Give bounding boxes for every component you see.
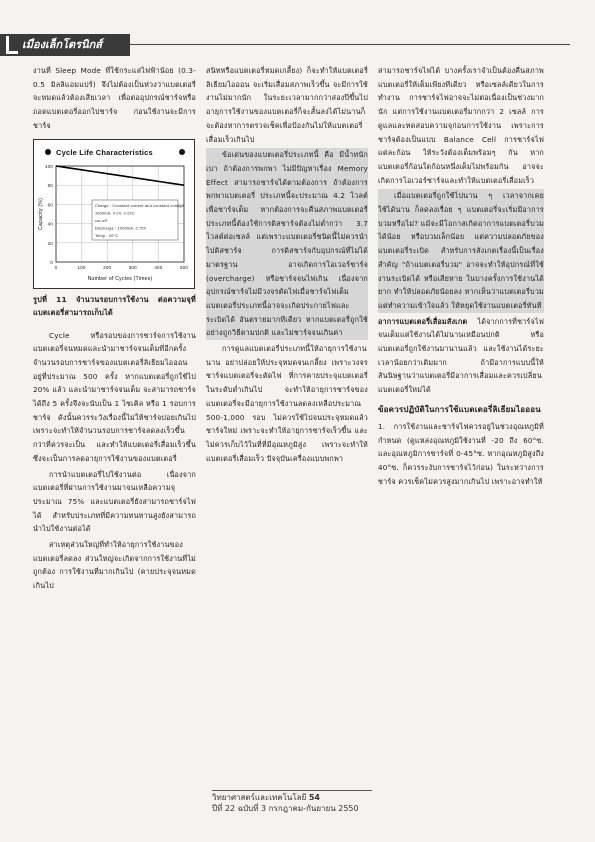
section-title: เมืองเล็กโตรนิกส์ bbox=[22, 38, 103, 51]
y-axis-label: Capacity (%) bbox=[38, 197, 44, 230]
col1-paragraph-3: การนำแบตเตอรี่ไปใช้งานต่อ เนื่องจากแบตเตอรี่ที่ผ่านการใช้งานมาจนเหลือความจุประมาณ 75% และแบตเตอรี่ยังสามารถชาร์จไฟได้ สำหรับประเภทที่มีความทนทานสูงยังสามารถนำไปใช้งานต่อได้ bbox=[33, 469, 196, 534]
page-number: 54 bbox=[308, 793, 320, 802]
col1-paragraph-1: งานที่ Sleep Mode ที่ใช้กระแสไฟฟ้าน้อย (0.3-0.5 มิลลิแอมแปร์) จึงไม่ต้องเป็นห่วงว่าแบตเตอรี่จะหมดแล้วต้องเสียเวลา เพื่อต่ออุปกรณ์ชาร์จหรือถอดแบตเตอรี่ออกไปชาร์จ ก่อนใช้งานจะมีการชาร์จ bbox=[33, 66, 196, 130]
header-rule bbox=[130, 44, 570, 45]
x-tick-label: 300 bbox=[128, 264, 137, 270]
section-header-band bbox=[0, 34, 130, 56]
col2-paragraph-1: สนิทหรือแบตเตอรี่หมดเกลี้ยง) ก็จะทำให้แบตเตอรี่ลิเธียมไอออน จะเริ่มเสื่อมสภาพเร็วขึ้น จะมีการใช้งานไม่มากนัก ในระยะเวลามากกว่าสองปีขึ้นไป อายุการใช้งานของแบตเตอรี่ก็จะสั้นลงได้ไม่นานก็จะต้องหาการตรวจเช็คเพื่อป้องกันไม่ให้แบตเตอรี่เสื่อมเร็วเกินไป bbox=[206, 66, 368, 144]
y-tick-label: 40 bbox=[47, 221, 53, 227]
col3-paragraph-3: ได้จากการที่ชาร์จไฟจนเต็มแต่ใช้งานได้ไม่นานเหมือนปกติ หรือแบตเตอรี่ถูกใช้งานมานานแล้ว และใช้งานได้ระยะเวลาน้อยกว่าเดิมมาก ถ้ามีอาการแบบนี้ให้สันนิษฐานว่าแบตเตอรี่มีอาการเสื่อมและควรเปลี่ยนแบตเตอรี่ใหม่ได้ bbox=[378, 316, 544, 395]
col1-paragraph-4: สาเหตุส่วนใหญ่ที่ทำให้อายุการใช้งานของแบตเตอรี่ลดลง ส่วนใหญ่จะเกิดจากการใช้งานที่ไม่ถูกต้อง การใช้งานที่มากเกินไป (คายประจุจนหมดเกินไป bbox=[33, 540, 196, 591]
col1-paragraph-2: Cycle หรือรอบของการชาร์จการใช้งานแบตเตอรี่จนหมดและนำมาชาร์จจนเต็มที่อีกครั้ง จำนวนรอบการชาร์จของแบตเตอรี่ลิเธียมไอออนอยู่ที่ประมาณ 500 ครั้ง หากแบตเตอรี่ถูกใช้ไป 20% แล้ว และนำมาชาร์จจนเต็ม จะสามารถชาร์จได้ถึง 5 ครั้งจึงจะนับเป็น 1 ไซเคิล หรือ 1 รอบการชาร์จ ดังนั้นควรระวังเรื่องนี้ไม่ให้ชาร์จบ่อยเกินไป เพราะจะทำให้จำนวนรอบการชาร์จลดลงเร็วขึ้นกว่าที่ควรจะเป็น และทำให้แบตเตอรี่เสื่อมเร็วขึ้น ซึ่งจะเป็นการลดอายุการใช้งานของแบตเตอรี่ bbox=[33, 330, 196, 463]
title-bullet-right-icon bbox=[179, 149, 185, 155]
x-tick-label: 500 bbox=[179, 264, 189, 270]
x-tick-label: 0 bbox=[54, 264, 58, 270]
y-tick-label: 60 bbox=[47, 201, 53, 207]
series-line bbox=[56, 166, 184, 185]
legend-entry: Charge : Constant current and constant voltage bbox=[95, 203, 184, 208]
legend-entry: Temp : 20°C bbox=[95, 233, 119, 238]
legend-entry: 1000mA, 4.2V, 0.02C bbox=[95, 211, 135, 216]
x-tick-label: 200 bbox=[103, 264, 112, 270]
y-tick-label: 80 bbox=[47, 182, 53, 188]
legend-entry: Discharge : 1000mA, 2.75V bbox=[95, 226, 147, 231]
x-tick-label: 400 bbox=[154, 264, 163, 270]
col2-paragraph-2: ข้อเด่นของแบตเตอรี่ประเภทนี้ คือ มีน้ำหนักเบา ถ้าต้องการพกพา ไม่มีปัญหาเรื่อง Memory Effect สามารถชาร์จได้ตามต้องการ ถ้าต้องการพกพาแบตเตอรี่ ประเภทนี้จะประมาณ 4.2 โวลต์ เพื่อชาร์จเต็ม หากต้องการจะคืนสภาพแบตเตอรี่ประเภทนี้ต้องใช้การดิสชาร์จต้องไม่ต่ำกว่า 3.7 โวลต์ต่อเซลล์ แต่เพราะแบตเตอรี่ชนิดนี้ไม่ควรนำไปดิสชาร์จ การดิสชาร์จกับอุปกรณ์ที่ไม่ได้มาตรฐาน อาจเกิดการโอเวอร์ชาร์จ (overcharge) หรือชาร์จจนไฟเกิน เนื่องจากอุปกรณ์ชาร์จไม่มีวงจรตัดไฟเมื่อชาร์จไฟเต็ม แบตเตอรี่ประเภทนี้อาจจะเกิดประกายไฟและระเบิดได้ อันตรายมากทีเดียว หากแบตเตอรี่ถูกใช้อย่างถูกวิธีตามปกติ และไม่ชาร์จจนเกินค่า bbox=[206, 148, 368, 340]
col3-subhead-block bbox=[378, 315, 544, 397]
figure-caption-text: จำนวนรอบการใช้งาน ต่อความจุที่แบตเตอรี่สามารถเก็บได้ bbox=[33, 294, 197, 317]
section-heading: ข้อควรปฏิบัติในการใช้แบตเตอรี่ลิเธียมไอออน bbox=[378, 404, 541, 414]
y-tick-label: 100 bbox=[44, 163, 53, 169]
column-1 bbox=[33, 64, 196, 595]
cycle-life-chart bbox=[33, 139, 195, 289]
footer-rule bbox=[212, 790, 372, 791]
figure-caption bbox=[33, 293, 196, 319]
column-3 bbox=[378, 64, 544, 490]
y-tick-label: 20 bbox=[47, 240, 53, 246]
footer-magazine: วิทยาศาสตร์และเทคโนโลยี bbox=[212, 793, 307, 802]
col2-paragraph-3: การดูแลแบตเตอรี่ประเภทนี้ให้อายุการใช้งานนาน อย่าปล่อยให้ประจุหมดจนเกลี้ยง เพราะวงจรชาร์จแบตเตอรี่จะตัดไฟ ที่การคายประจุแบตเตอรี่ในระดับต่ำเกินไป จะทำให้อายุการชาร์จของแบตเตอรี่จะมีอายุการใช้งานลดลงเหลือประมาณ 500-1,000 รอบ ไม่ควรใช้ไปจนประจุหมดแล้วชาร์จใหม่ เพราะจะทำให้อายุการชาร์จเร็วขึ้น และไม่ควรเก็บไว้ในที่ที่มีอุณหภูมิสูง เพราะจะทำให้แบตเตอรี่เสื่อมเร็ว ปัจจุบันเครื่องแบบพกพา bbox=[206, 344, 368, 463]
column-2 bbox=[206, 64, 368, 467]
footer-magazine-line bbox=[212, 792, 412, 803]
page-footer bbox=[212, 792, 412, 814]
col3-subhead: อาการแบตเตอรี่เสื่อมสังเกต bbox=[378, 316, 468, 326]
footer-issue: ปีที่ 22 ฉบับที่ 3 กรกฎาคม-กันยายน 2550 bbox=[212, 804, 359, 813]
title-bullet-left-icon bbox=[45, 149, 51, 155]
chart-svg bbox=[34, 140, 194, 288]
legend-entry: cut-off bbox=[95, 218, 107, 223]
y-tick-label: 0 bbox=[50, 259, 53, 265]
header-mark-icon bbox=[6, 36, 18, 54]
col3-paragraph-2: เมื่อแบตเตอรี่ถูกใช้ไปนาน ๆ เวลาจากเคยใช้ได้นาน ก็ลดลงเรื่อย ๆ แบตเตอรี่จะเริ่มมีอาการบวมหรือไม่? แม้จะมีโอกาสเกิดอาการแบตเตอรี่บวมได้น้อย หรือบวมเล็กน้อย แต่ความปลอดภัยของแบตเตอรี่ระเบิด สำหรับการสังเกตเรื่องนี้เป็นเรื่องสำคัญ "ถ้าแบตเตอรี่บวม" อาจจะทำให้อุปกรณ์ที่ใช้งานระเบิดได้ หรือเสียหาย ในบางครั้งการใช้งานได้ยาก ทำให้ปลอดภัยน้อยลง หากเห็นว่าแบตเตอรี่บวม แต่ทำความเข้าใจแล้ว ให้หยุดใช้งานแบตเตอรี่ทันที bbox=[378, 189, 544, 312]
figure-caption-number: รูปที่ 11 bbox=[33, 294, 67, 304]
col3-list-item-1: 1. การใช้งานและชาร์จไฟควรอยู่ในช่วงอุณหภูมิที่กำหนด (ดูแหล่งอุณหภูมิใช้งานที่ -20 ถึง 60°ซ. และอุณหภูมิการชาร์จที่ 0-45°ซ. หากอุณหภูมิสูงถึง 40°ซ. ก็ควรระงับการชาร์จไว้ก่อน) ในระหว่างการชาร์จ ควรเช็คไม่ควรสูงมากเกินไป เพราะอาจทำให้ bbox=[378, 421, 544, 486]
col3-paragraph-1: สามารถชาร์จไฟได้ บางครั้งเราจำเป็นต้องคืนสภาพแบตเตอรี่ให้เต็มเพียงทีเดียว หรือเซลล์เดียวในการทำงาน การชาร์จไฟอาจจะไม่ต่อเนื่องเป็นช่วงมากนัก แต่การใช้งานแบตเตอรี่มากกว่า 2 เซลล์ การดูแลและทดสอบความจุก่อนการใช้งาน เพราะการชาร์จต้องเป็นแบบ Balance Cell การชาร์จไฟแต่ละก้อน ให้ระวังต้องเต็มพร้อมๆ กัน หากแบตเตอรี่ก้อนใดก้อนหนึ่งเต็มไม่พร้อมกัน อาจจะเกิดการโอเวอร์ชาร์จและทำให้แบตเตอรี่เสื่อมเร็ว bbox=[378, 66, 544, 185]
chart-title: Cycle Life Characteristics bbox=[56, 147, 153, 157]
x-axis-label: Number of Cycles (Times) bbox=[87, 275, 153, 282]
x-tick-label: 100 bbox=[77, 264, 86, 270]
